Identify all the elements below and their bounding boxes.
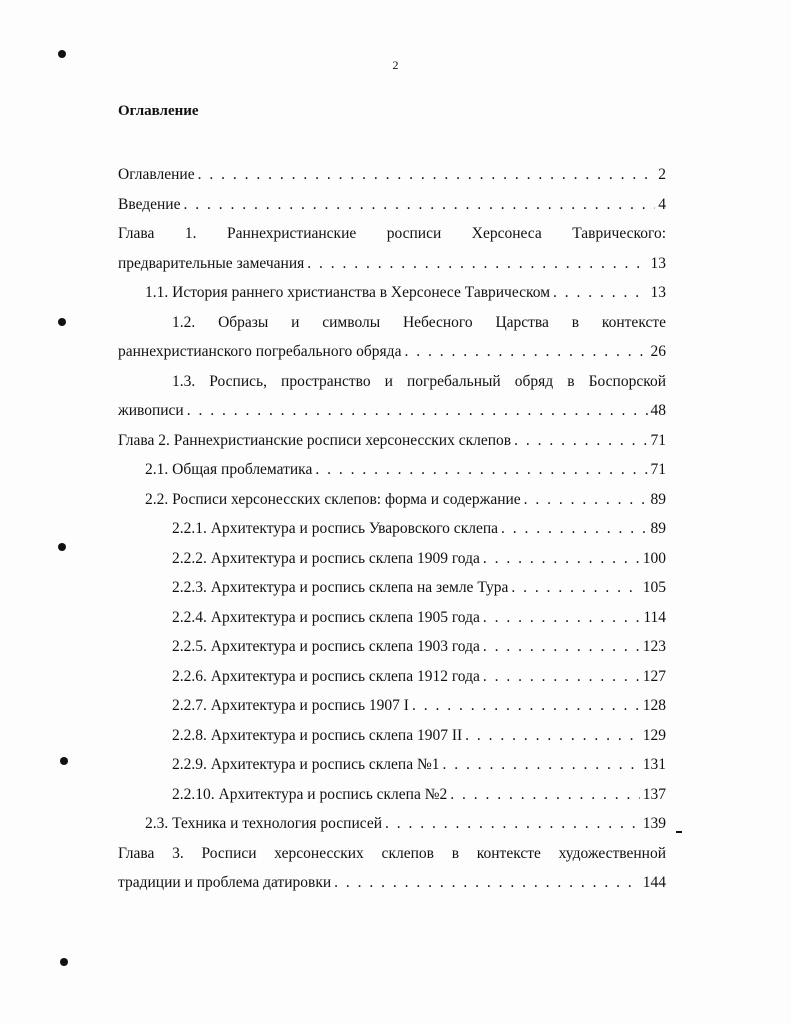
dot-leader [385, 809, 640, 839]
toc-entry [118, 485, 666, 515]
toc-entry-page: 128 [642, 697, 666, 714]
toc-entry-label: 2.2.8. Архитектура и роспись склепа 1907 II [172, 726, 463, 744]
toc-entry-title-line: 1.2. Образы и символы Небесного Царства в контексте [172, 313, 666, 331]
toc-entry-page: 71 [650, 431, 666, 449]
toc-entry-label: 2.2.7. Архитектура и роспись 1907 I [172, 697, 409, 714]
toc-entry-label: 2.2.1. Архитектура и роспись Уваровского склепа [172, 520, 499, 537]
dot-leader [198, 160, 656, 190]
toc-entry-label: 2.2.2. Архитектура и роспись склепа 1909 года [172, 549, 480, 567]
table-of-contents [118, 160, 666, 898]
dot-leader [483, 662, 640, 692]
toc-entry [118, 219, 666, 278]
dot-leader [511, 573, 639, 603]
toc-entry-page: 123 [642, 638, 666, 655]
dot-leader [465, 721, 640, 751]
toc-entry-label: Глава 2. Раннехристианские росписи херсонесских склепов [118, 431, 512, 449]
dot-leader [315, 455, 647, 485]
toc-entry-page: 139 [642, 815, 666, 832]
toc-entry-page: 129 [642, 726, 666, 744]
toc-entry-title-line: Глава 1. Раннехристианские росписи Херсонеса Таврического: [118, 225, 666, 242]
toc-entry [118, 839, 666, 898]
toc-entry-label: 2.2.6. Архитектура и роспись склепа 1912 года [172, 667, 480, 685]
toc-entry [118, 514, 666, 544]
dot-leader [187, 396, 648, 426]
toc-entry [118, 190, 666, 220]
dot-leader [412, 691, 640, 721]
dot-leader [483, 544, 640, 574]
toc-entry-page: 114 [643, 608, 666, 626]
toc-entry-page: 89 [650, 490, 666, 508]
toc-entry-label: 2.2.3. Архитектура и роспись склепа на земле Тура [172, 579, 509, 596]
dot-leader [514, 426, 647, 456]
toc-entry-label: 2.2. Росписи херсонесских склепов: форма и содержание [145, 490, 521, 508]
toc-entry-label: традиции и проблема датировки [118, 874, 332, 891]
dot-leader [501, 514, 647, 544]
dot-leader [404, 337, 647, 367]
toc-entry-label: 2.2.9. Архитектура и роспись склепа №1 [172, 756, 440, 773]
toc-entry [118, 544, 666, 574]
toc-entry-page: 48 [650, 402, 666, 419]
toc-entry-page: 4 [658, 195, 666, 213]
toc-entry-label: 2.3. Техника и технология росписей [145, 815, 383, 832]
toc-entry [118, 809, 666, 839]
toc-entry [118, 632, 666, 662]
dot-leader [483, 603, 640, 633]
toc-entry [118, 455, 666, 485]
toc-entry [118, 426, 666, 456]
toc-entry-page: 131 [642, 756, 666, 773]
toc-entry-label: предварительные замечания [118, 254, 305, 272]
toc-entry [118, 750, 666, 780]
page-title: Оглавление [118, 103, 199, 119]
punch-hole-mark [60, 757, 68, 765]
toc-entry-label: 2.1. Общая проблематика [145, 461, 313, 478]
toc-entry [118, 367, 666, 426]
toc-entry-page: 127 [642, 667, 666, 685]
dot-leader [443, 750, 640, 780]
toc-entry-title-line: Глава 3. Росписи херсонесских склепов в контексте художественной [118, 844, 666, 862]
punch-hole-mark [60, 958, 68, 966]
toc-entry-label: Введение [118, 195, 181, 213]
toc-entry-page: 13 [650, 254, 666, 272]
toc-entry-page: 144 [642, 874, 666, 891]
toc-entry-page: 2 [658, 166, 666, 183]
toc-entry [118, 662, 666, 692]
toc-entry-page: 71 [650, 461, 666, 478]
toc-entry-label: живописи [118, 402, 184, 419]
toc-entry [118, 603, 666, 633]
toc-entry [118, 721, 666, 751]
toc-entry-page: 137 [642, 785, 666, 803]
toc-entry-label: 2.2.4. Архитектура и роспись склепа 1905 года [172, 608, 480, 626]
toc-entry [118, 160, 666, 190]
toc-entry-label: раннехристианского погребального обряда [118, 343, 402, 360]
toc-entry-page: 13 [650, 284, 666, 301]
toc-entry [118, 278, 666, 308]
punch-hole-mark [58, 543, 66, 551]
page-number: 2 [392, 58, 399, 72]
toc-entry-page: 100 [642, 549, 666, 567]
dot-leader [334, 868, 640, 898]
toc-entry-title-line: 1.3. Роспись, пространство и погребальный обряд в Боспорской [172, 372, 666, 390]
punch-hole-mark [58, 50, 66, 58]
dot-leader [183, 190, 655, 220]
dot-leader [524, 485, 648, 515]
toc-entry [118, 780, 666, 810]
toc-entry [118, 308, 666, 367]
toc-entry-label: 2.2.10. Архитектура и роспись склепа №2 [172, 785, 448, 803]
toc-entry-label: 2.2.5. Архитектура и роспись склепа 1903 года [172, 638, 480, 655]
toc-entry [118, 573, 666, 603]
toc-entry-page: 89 [650, 520, 666, 537]
dot-leader [307, 249, 647, 279]
punch-hole-mark [58, 318, 66, 326]
dot-leader [483, 632, 640, 662]
toc-entry-label: Оглавление [118, 166, 195, 183]
dot-leader [450, 780, 639, 810]
toc-entry [118, 691, 666, 721]
dot-leader [553, 278, 647, 308]
toc-entry-label: 1.1. История раннего христианства в Херсонесе Таврическом [145, 284, 551, 301]
toc-entry-page: 105 [642, 579, 666, 596]
scan-mark [676, 831, 682, 833]
toc-entry-page: 26 [650, 343, 666, 360]
